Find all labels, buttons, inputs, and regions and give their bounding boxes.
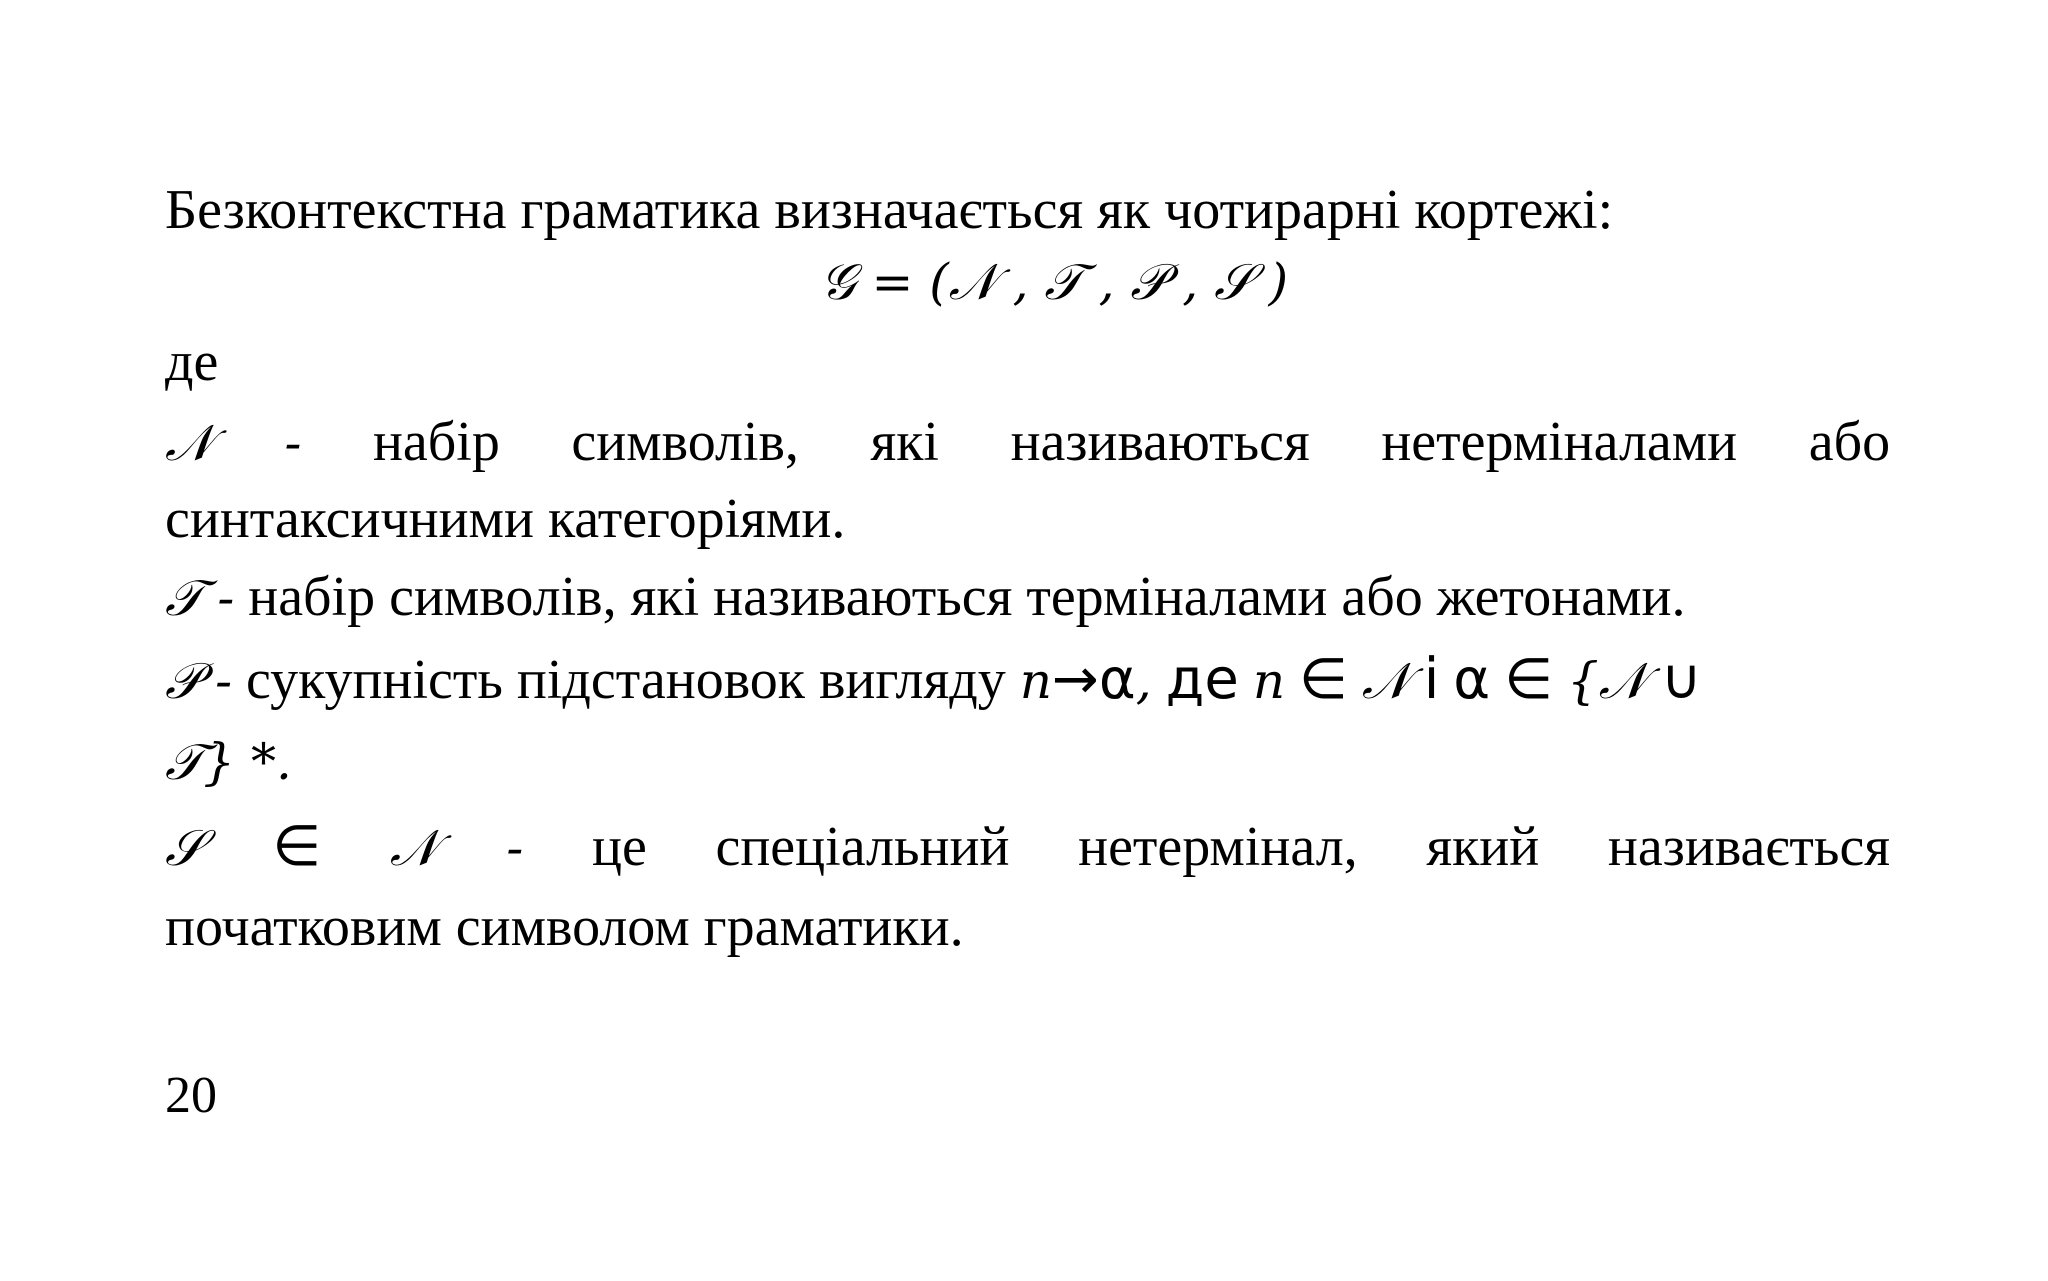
word: які bbox=[870, 411, 939, 473]
word: називаються bbox=[1010, 411, 1310, 473]
element-of-symbol: ∈ bbox=[1299, 647, 1348, 712]
intro-paragraph: Безконтекстна граматика визначається як чотирарні кортежі: bbox=[165, 179, 1614, 241]
nonterminal-definition-line2: синтаксичними категоріями. bbox=[165, 488, 846, 550]
element-of-symbol: ∈ bbox=[1504, 647, 1553, 712]
dash: - bbox=[284, 414, 302, 472]
word: який bbox=[1426, 816, 1540, 878]
word: нетерміналами bbox=[1381, 411, 1738, 473]
dash: - bbox=[217, 569, 235, 627]
word: називається bbox=[1607, 816, 1891, 878]
word: це bbox=[591, 816, 647, 878]
start-symbol-definition-line1 bbox=[165, 815, 1890, 880]
production-symbol: 𝒫 bbox=[165, 652, 202, 710]
word: набір bbox=[372, 411, 500, 473]
var-n: n bbox=[1019, 652, 1052, 710]
terminal-text: набір символів, які називаються терміналами або жетонами. bbox=[248, 566, 1686, 628]
union-symbol: ∪ bbox=[1660, 647, 1702, 712]
production-definition-line1 bbox=[165, 648, 1890, 713]
word: нетермінал, bbox=[1078, 816, 1358, 878]
set-open: {𝒩 bbox=[1567, 652, 1647, 710]
alpha-symbol: α bbox=[1098, 647, 1136, 712]
element-of-symbol: ∈ bbox=[272, 814, 322, 879]
production-text: сукупність підстановок вигляду bbox=[245, 649, 1006, 711]
arrow-symbol: → bbox=[1051, 647, 1099, 712]
word: символів, bbox=[571, 411, 799, 473]
comma: , bbox=[1135, 652, 1152, 710]
page-number: 20 bbox=[165, 1067, 217, 1124]
word: або bbox=[1808, 411, 1891, 473]
nonterminal-definition-line1 bbox=[165, 410, 1890, 475]
word: спеціальний bbox=[715, 816, 1010, 878]
terminal-symbol: 𝒯 bbox=[165, 569, 204, 627]
terminal-definition bbox=[165, 565, 1890, 630]
alpha-symbol: α bbox=[1453, 647, 1491, 712]
production-definition-line2: 𝒯} *. bbox=[165, 733, 292, 791]
var-n: n bbox=[1252, 652, 1286, 710]
dash: - bbox=[506, 819, 524, 877]
nonterminal-symbol: 𝒩 bbox=[1361, 652, 1410, 710]
nonterminal-symbol: 𝒩 bbox=[389, 819, 438, 877]
and-word: і bbox=[1423, 647, 1440, 712]
dash: - bbox=[215, 652, 232, 710]
where-word: де bbox=[1165, 647, 1239, 712]
grammar-formula: 𝒢 = (𝒩 , 𝒯 , 𝒫 , 𝒮 ) bbox=[820, 253, 1289, 311]
where-label: де bbox=[165, 331, 219, 393]
start-symbol: 𝒮 bbox=[165, 819, 204, 877]
nonterminal-symbol: 𝒩 bbox=[165, 414, 213, 472]
start-symbol-definition-line2: початковим символом граматики. bbox=[165, 896, 964, 958]
